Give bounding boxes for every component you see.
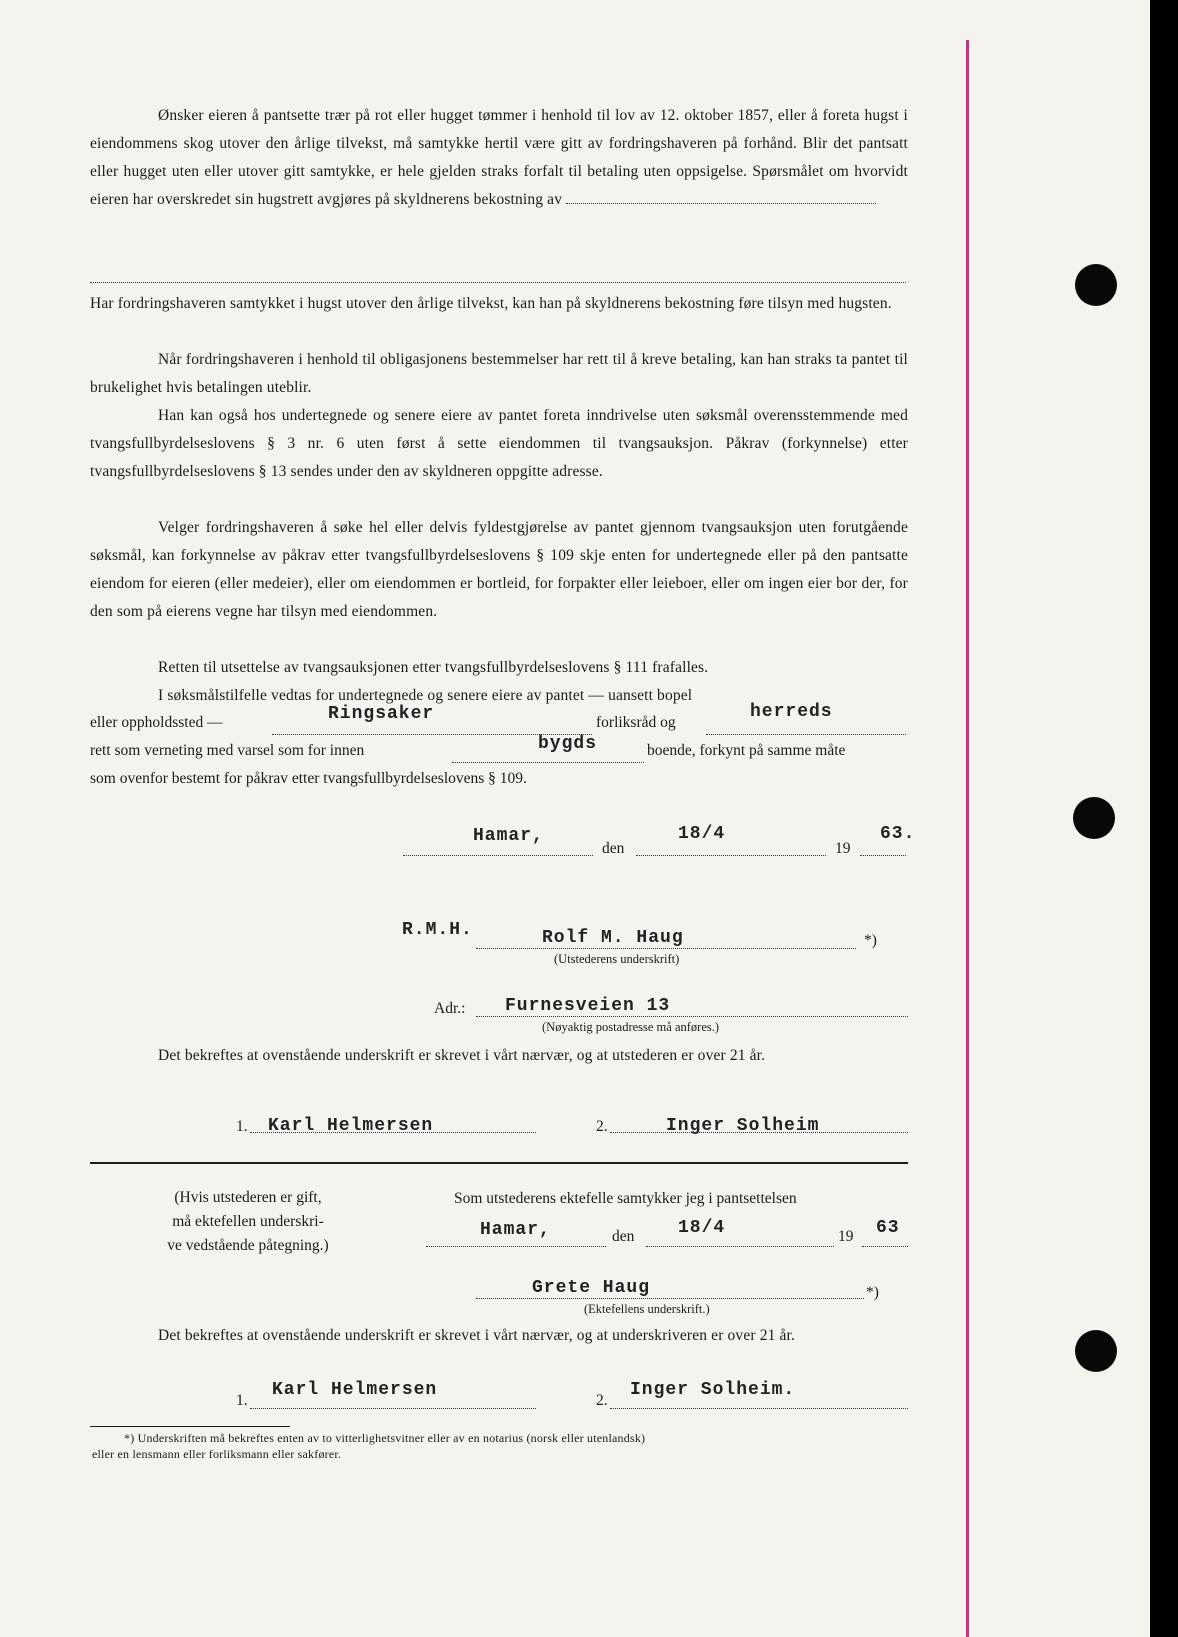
witness2-number-1: 1.: [236, 1392, 248, 1409]
spouse-note-line3: ve vedstående påtegning.): [167, 1237, 329, 1254]
paragraph-utsettelse: Retten til utsettelse av tvangsauksjonen etter tvangsfullbyrdelseslovens § 111 frafalles.: [158, 659, 709, 676]
issuer-signature-caption: (Utstederens underskrift): [554, 952, 680, 966]
paragraph-verneting-line1: I søksmålstilfelle vedtas for undertegnede og senere eiere av pantet — uansett bopel: [158, 687, 693, 704]
issuer-signature: Rolf M. Haug: [542, 928, 684, 948]
footnote-line1: *) Underskriften må bekreftes enten av to vitterlighetsvitner eller av en notarius (norsk eller utenlandsk): [124, 1431, 646, 1445]
spouse-date-value: 18/4: [678, 1218, 726, 1238]
blank-line-hugst: [566, 203, 876, 204]
spouse-note: [140, 1186, 356, 1258]
spouse-year-value: 63: [876, 1218, 900, 1238]
paragraph-hugst: [90, 102, 908, 214]
den-label-1: den: [602, 840, 625, 857]
punch-hole-bottom: [1075, 1330, 1117, 1372]
witness2-name-2: Inger Solheim.: [630, 1380, 796, 1400]
margin-rule: [966, 40, 969, 1637]
bygd-value: bygds: [538, 734, 598, 754]
witness1-name-1: Karl Helmersen: [268, 1116, 434, 1136]
issuer-signature-blank[interactable]: [476, 948, 856, 949]
year-value-1: 63.: [880, 824, 916, 844]
spouse-date-blank[interactable]: [646, 1246, 834, 1247]
spouse-note-line1: (Hvis utstederen er gift,: [174, 1189, 322, 1206]
address-caption: (Nøyaktig postadresse må anføres.): [542, 1020, 720, 1034]
herred-value: herreds: [750, 702, 833, 722]
verneting-line2-start: eller oppholdssted —: [90, 714, 223, 731]
paragraph-hugst-text: Ønsker eieren å pantsette trær på rot eller hugget tømmer i henhold til lov av 12. oktober 1857, eller å foreta hugst i eiendommens skog utover den årlige tilvekst, må samtykke hertil være gitt av fordringshaveren på forhånd. Blir det pantsatt eller hugget uten eller utover gitt samtykke, er hele gjelden straks forfalt til betaling uten oppsigelse. Spørsmålet om hvorvidt eieren har overskredet sin hugstrett avgjøres på skyldnerens bekostning av: [90, 107, 908, 208]
footnote-rule: [90, 1426, 290, 1427]
paragraph-brukelighet: Når fordringshaveren i henhold til obligasjonens bestemmelser har rett til å kreve betaling, kan han straks ta pantet til brukelighet hvis betalingen uteblir.: [90, 351, 908, 396]
witness1-number-1: 1.: [236, 1118, 248, 1135]
section-separator: [90, 1162, 908, 1164]
address-value: Furnesveien 13: [505, 996, 671, 1016]
address-blank[interactable]: [476, 1016, 908, 1017]
paragraph-tvangsauksjon: Velger fordringshaveren å søke hel eller delvis fyldestgjørelse av pantet gjennom tvangsauksjon uten forutgående søksmål, kan forkynnelse av påkrav etter tvangsfullbyrdelseslovens § 109 skje enten for undertegnede eller på den pantsatte eiendom for eieren (eller medeier), eller om eiendommen er bortleid, for forpakter eller leieboer, eller om ingen eier bor der, for den som på eierens vegne har tilsyn med eiendommen.: [90, 519, 908, 620]
witness1-number-2: 2.: [596, 1118, 608, 1135]
issuer-asterisk: *): [864, 932, 877, 949]
witness-statement-2: Det bekreftes at ovenstående underskrift er skrevet i vårt nærvær, og at underskriveren er over 21 år.: [158, 1327, 796, 1344]
spouse-consent: Som utstederens ektefelle samtykker jeg i pantsettelsen: [454, 1190, 797, 1207]
witness2-name-1: Karl Helmersen: [272, 1380, 438, 1400]
spouse-signature-blank[interactable]: [476, 1298, 864, 1299]
witness2-number-2: 2.: [596, 1392, 608, 1409]
date-value-1: 18/4: [678, 824, 726, 844]
spouse-year-blank[interactable]: [862, 1246, 908, 1247]
witness1-name-2: Inger Solheim: [666, 1116, 820, 1136]
bygd-blank[interactable]: [452, 762, 644, 763]
forliksrad-value: Ringsaker: [328, 704, 435, 724]
spouse-asterisk: *): [866, 1284, 879, 1301]
spouse-place-blank[interactable]: [426, 1246, 606, 1247]
place-value-1: Hamar,: [473, 826, 544, 846]
spouse-place-value: Hamar,: [480, 1220, 551, 1240]
verneting-line4: som ovenfor bestemt for påkrav etter tvangsfullbyrdelseslovens § 109.: [90, 770, 527, 787]
verneting-line2-mid: forliksråd og: [596, 714, 676, 731]
footnote-line2: eller en lensmann eller forliksmann eller sakfører.: [92, 1447, 342, 1461]
spouse-signature: Grete Haug: [532, 1278, 651, 1298]
year-blank-1[interactable]: [860, 855, 906, 856]
paragraph-inndrivelse: Han kan også hos undertegnede og senere eiere av pantet foreta inndrivelse uten søksmål overensstemmende med tvangsfullbyrdelseslovens § 3 nr. 6 uten først å sette eiendommen til tvangsauksjon. Påkrav (forkynnelse) etter tvangsfullbyrdelseslovens § 13 sendes under den av skyldneren oppgitte adresse.: [90, 407, 908, 480]
spouse-signature-caption: (Ektefellens underskrift.): [584, 1302, 710, 1316]
spouse-den-label: den: [612, 1228, 635, 1245]
spouse-note-line2: må ektefellen underskri-: [172, 1213, 324, 1230]
verneting-line3-end: boende, forkynt på samme måte: [647, 742, 846, 759]
herred-blank[interactable]: [706, 734, 906, 735]
address-label: Adr.:: [434, 1000, 466, 1017]
punch-hole-top: [1075, 264, 1117, 306]
date-blank-1[interactable]: [636, 855, 826, 856]
witness2-blank-1[interactable]: [250, 1408, 536, 1409]
punch-hole-middle: [1073, 797, 1115, 839]
witness2-blank-2[interactable]: [610, 1408, 908, 1409]
verneting-line3-start: rett som verneting med varsel som for innen: [90, 742, 365, 759]
witness-statement-1: Det bekreftes at ovenstående underskrift er skrevet i vårt nærvær, og at utstederen er over 21 år.: [158, 1047, 766, 1064]
blank-line-hugst-2: [90, 282, 906, 283]
paragraph-tilsyn: Har fordringshaveren samtykket i hugst utover den årlige tilvekst, kan han på skyldnerens bekostning føre tilsyn med hugsten.: [90, 295, 892, 312]
issuer-initials: R.M.H.: [402, 920, 473, 940]
year-prefix-1: 19: [835, 840, 851, 857]
place-blank-1[interactable]: [403, 855, 593, 856]
spouse-year-prefix: 19: [838, 1228, 854, 1245]
